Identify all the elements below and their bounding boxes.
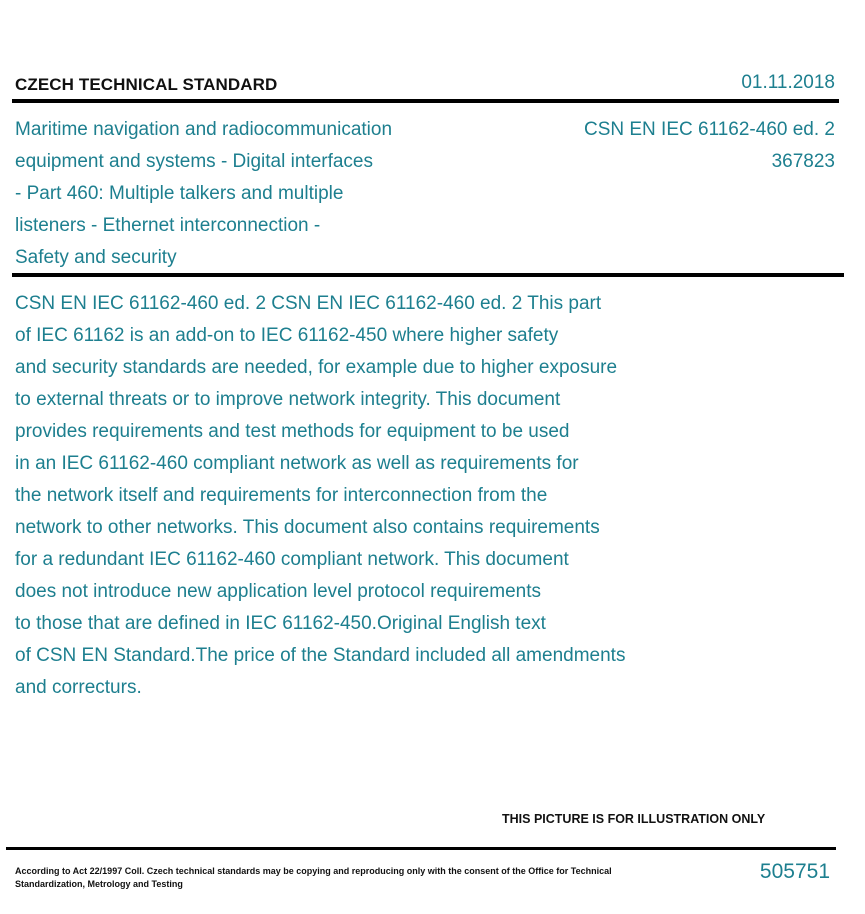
illustration-disclaimer: THIS PICTURE IS FOR ILLUSTRATION ONLY	[502, 812, 766, 826]
catalog-number: 505751	[759, 860, 830, 883]
title-divider	[12, 273, 844, 277]
standard-identifiers	[584, 114, 835, 178]
header-divider	[12, 99, 839, 103]
standard-title: Maritime navigation and radiocommunication equipment and systems - Digital interfaces - Part 460: Multiple talkers and multiple listeners - Ethernet interconnection - Safety and security	[15, 119, 393, 268]
footer-divider	[6, 847, 836, 850]
document-date: 01.11.2018	[741, 72, 835, 93]
legal-note: According to Act 22/1997 Coll. Czech technical standards may be copying and reproducing only with the consent of the Office for Technical Standardization, Metrology and Testing	[15, 866, 612, 889]
standard-abstract: CSN EN IEC 61162-460 ed. 2 CSN EN IEC 61162-460 ed. 2 This part of IEC 61162 is an add-on to IEC 61162-450 where higher safety and security standards are needed, for example due to higher exposure to external threats or to improve network integrity. This document provides requirements and test methods for equipment to be used in an IEC 61162-460 compliant network as well as requirements for the network itself and requirements for interconnection from the network to other networks. This document also contains requirements for a redundant IEC 61162-460 compliant network. This document does not introduce new application level protocol requirements to those that are defined in IEC 61162-450.Original English text of CSN EN Standard.The price of the Standard included all amendments and correcturs.	[15, 293, 626, 698]
standard-code: CSN EN IEC 61162-460 ed. 2	[583, 119, 835, 140]
standard-number: 367823	[771, 151, 835, 172]
document-type-label: CZECH TECHNICAL STANDARD	[15, 75, 278, 94]
